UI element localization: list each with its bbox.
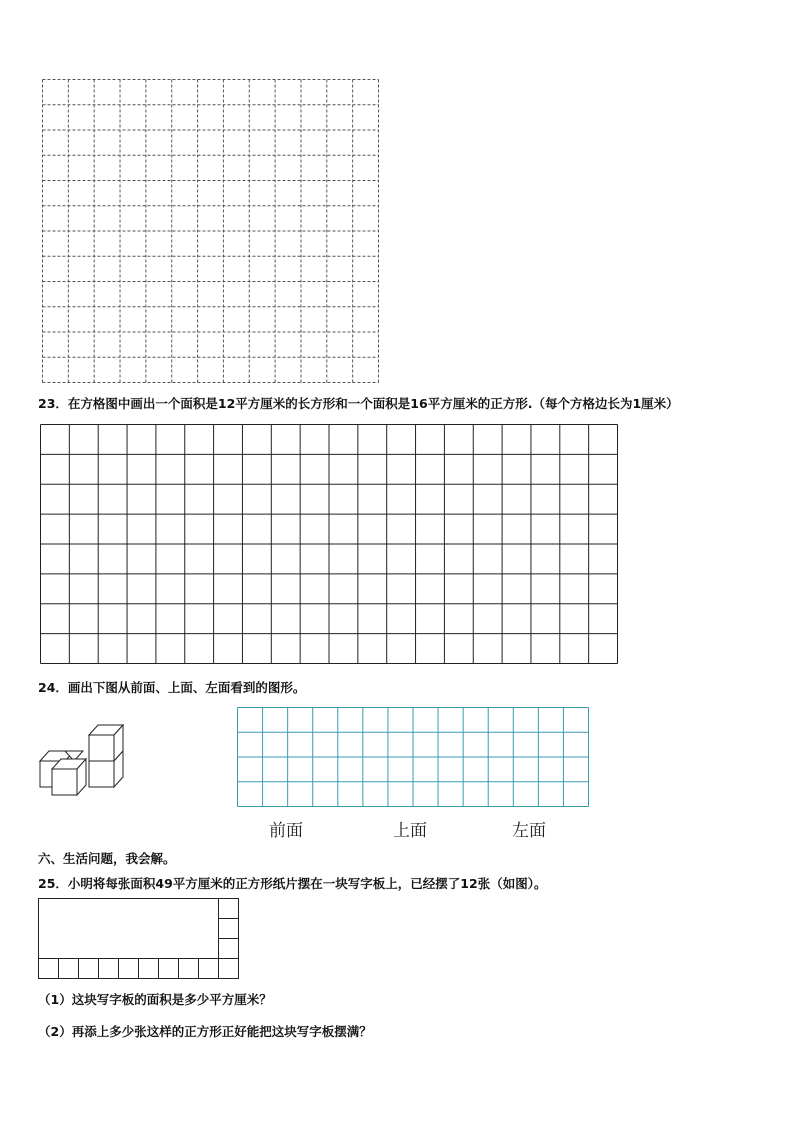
cube-figure	[38, 718, 138, 798]
q24-drawing-grid[interactable]	[237, 707, 589, 807]
question-25-part-1: （1）这块写字板的面积是多少平方厘米？	[38, 992, 272, 1007]
question-number: 25．	[38, 876, 68, 891]
question-text: 小明将每张面积49平方厘米的正方形纸片摆在一块写字板上，已经摆了12张（如图）。	[67, 876, 547, 891]
label-top-view: 上面	[393, 821, 427, 841]
question-25	[38, 874, 546, 892]
question-24	[38, 678, 305, 696]
question-number: 24．	[38, 680, 68, 695]
question-text: 在方格图中画出一个面积是12平方厘米的长方形和一个面积是16平方厘米的正方形.（每个方格边长为1厘米）	[67, 396, 679, 411]
question-number: 23．	[38, 396, 68, 411]
section-six-title: 六、生活问题，我会解。	[38, 851, 176, 866]
dashed-grid	[42, 79, 379, 383]
question-23	[38, 394, 679, 412]
label-front-view: 前面	[269, 821, 303, 841]
q23-square-grid[interactable]	[40, 424, 618, 664]
question-25-part-2: （2）再添上多少张这样的正方形正好能把这块写字板摆满？	[38, 1024, 372, 1039]
question-text: 画出下图从前面、上面、左面看到的图形。	[67, 680, 306, 695]
label-left-view: 左面	[512, 821, 546, 841]
writing-board-figure	[38, 898, 220, 978]
